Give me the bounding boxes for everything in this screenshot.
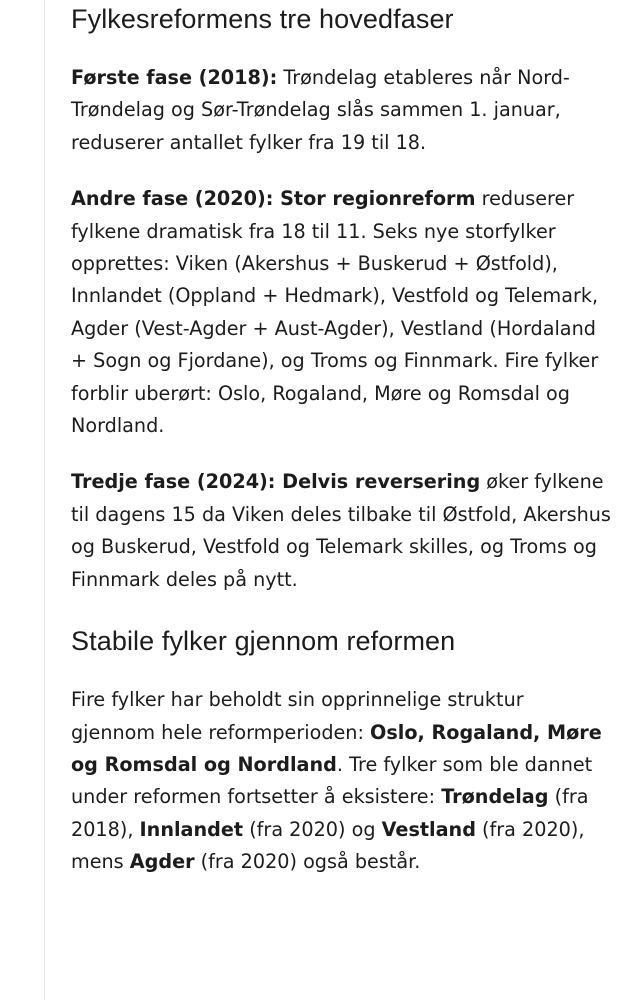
stable-mid: . Tre fylker som ble dannet under reformen fortsetter å eksistere: (71, 752, 593, 809)
phase-3-label: Tredje fase (2024): Delvis reversering (71, 470, 481, 494)
article-content (71, 0, 611, 879)
paragraph-phase-1 (71, 62, 611, 159)
innlandet-year: (fra 2020) og (243, 817, 382, 841)
phase-1-label: Første fase (2018): (71, 66, 278, 89)
county-agder: Agder (129, 850, 195, 874)
section-heading-stable: Stabile fylker gjennom reformen (71, 626, 456, 657)
phase-2-label: Andre fase (2020): Stor regionreform (71, 187, 476, 211)
county-innlandet: Innlandet (139, 817, 244, 841)
phase-2-text: reduserer fylkene dramatisk fra 18 til 11. Seks nye storfylker opprettes: Viken (Akershus + Buskerud + Østfold), Innlandet (Oppland + Hedmark), Vestfold og Telemark, Agder (Vest-Agder + Aust-Agder), Vestland (Hordaland + Sogn og Fjordane), og Troms og Finnmark. Fire fylker forblir uberørt: Oslo, Rogaland, Møre og Romsdal og Nordland. (71, 187, 599, 438)
county-vestland: Vestland (381, 817, 476, 841)
phase-3-text: øker fylkene til dagens 15 da Viken deles tilbake til Østfold, Akershus og Buskerud, Vestfold og Telemark skilles, og Troms og Finnmark deles på nytt. (71, 470, 611, 591)
section-heading-phases: Fylkesreformens tre hovedfaser (71, 4, 454, 34)
left-border-rule (44, 0, 45, 1000)
stable-intro: Fire fylker har beholdt sin opprinnelige struktur gjennom hele reformperioden: (71, 688, 524, 744)
paragraph-phase-2 (71, 183, 611, 442)
paragraph-phase-3 (71, 466, 611, 596)
county-trondelag: Trøndelag (441, 785, 549, 809)
stable-county-list: Oslo, Rogaland, Møre og Romsdal og Nordland (71, 720, 602, 776)
trondelag-year: (fra 2018), (71, 785, 589, 841)
agder-year: (fra 2020) også består. (194, 850, 421, 874)
paragraph-stable-counties (71, 684, 611, 878)
vestland-year: (fra 2020), mens (71, 817, 585, 874)
phase-1-text: Trøndelag etableres når Nord-Trøndelag og Sør-Trøndelag slås sammen 1. januar, reduserer antallet fylker fra 19 til 18. (71, 66, 570, 154)
